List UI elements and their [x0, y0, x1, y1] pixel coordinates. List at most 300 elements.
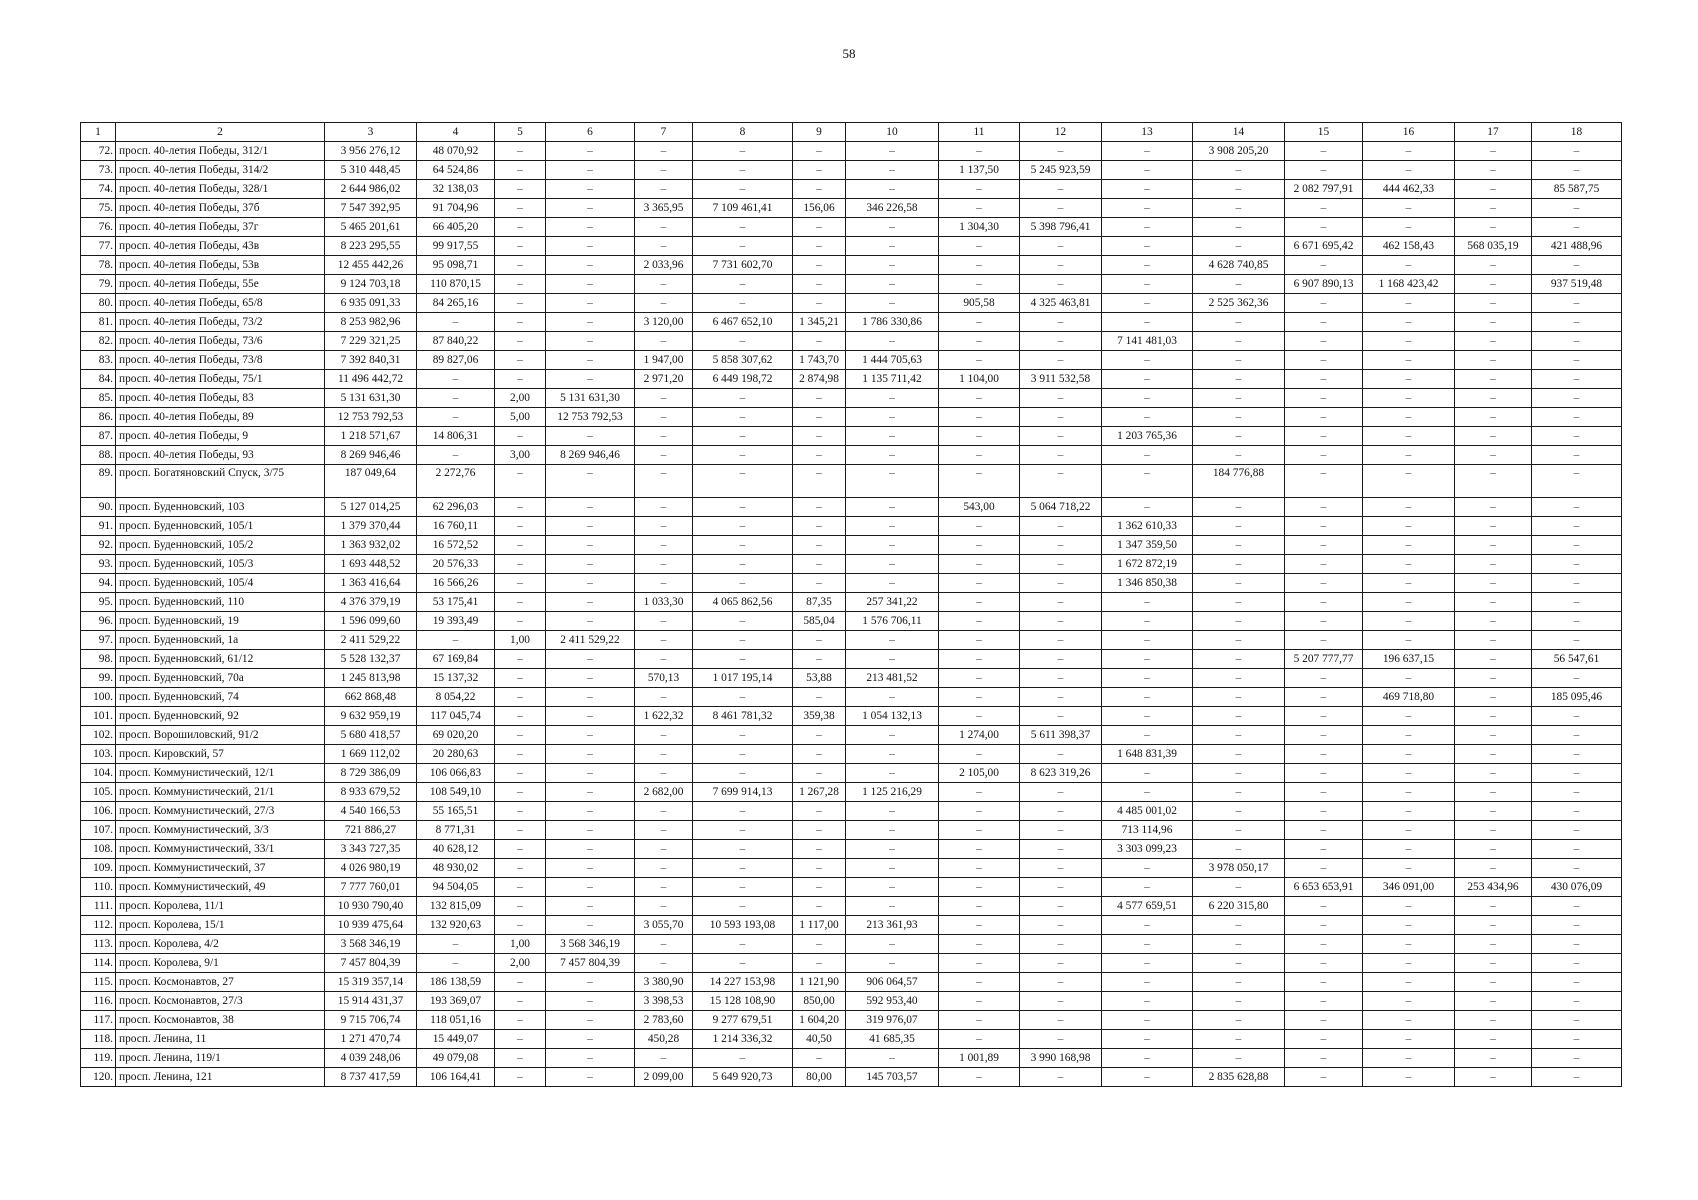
address-cell: просп. Космонавтов, 38 — [116, 1011, 325, 1030]
value-cell-col-18: – — [1532, 161, 1622, 180]
value-cell-col-10: – — [846, 954, 939, 973]
value-cell-col-10: – — [846, 631, 939, 650]
value-cell-col-18: – — [1532, 313, 1622, 332]
value-cell-col-13: – — [1102, 954, 1193, 973]
value-cell-col-16: – — [1363, 218, 1455, 237]
value-cell-col-13: 713 114,96 — [1102, 821, 1193, 840]
value-cell-col-13: – — [1102, 446, 1193, 465]
value-cell-col-8: 6 449 198,72 — [693, 370, 793, 389]
value-cell-col-18: – — [1532, 764, 1622, 783]
value-cell-col-11: – — [939, 954, 1020, 973]
value-cell-col-7: – — [635, 1049, 693, 1068]
value-cell-col-6: – — [546, 218, 635, 237]
value-cell-col-10: – — [846, 294, 939, 313]
value-cell-col-15: – — [1285, 764, 1363, 783]
row-number-cell: 84. — [81, 370, 116, 389]
value-cell-col-5: – — [495, 161, 546, 180]
value-cell-col-17: – — [1455, 555, 1532, 574]
value-cell-col-13: 1 648 831,39 — [1102, 745, 1193, 764]
value-cell-col-4: 95 098,71 — [417, 256, 495, 275]
value-cell-col-14: – — [1193, 878, 1285, 897]
value-cell-col-17: – — [1455, 992, 1532, 1011]
table-row — [81, 859, 1622, 878]
address-cell: просп. 40-летия Победы, 73/6 — [116, 332, 325, 351]
value-cell-col-7: – — [635, 294, 693, 313]
value-cell-col-18: 56 547,61 — [1532, 650, 1622, 669]
value-cell-col-4: – — [417, 954, 495, 973]
value-cell-col-9: – — [793, 935, 846, 954]
column-header-18: 18 — [1532, 123, 1622, 142]
value-cell-col-15: – — [1285, 294, 1363, 313]
value-cell-col-11: – — [939, 256, 1020, 275]
value-cell-col-18: – — [1532, 1049, 1622, 1068]
value-cell-col-4: 16 760,11 — [417, 517, 495, 536]
row-number-cell: 113. — [81, 935, 116, 954]
value-cell-col-3: 8 223 295,55 — [325, 237, 417, 256]
value-cell-col-16: – — [1363, 256, 1455, 275]
value-cell-col-3: 5 131 631,30 — [325, 389, 417, 408]
value-cell-col-12: – — [1020, 180, 1102, 199]
value-cell-col-15: – — [1285, 351, 1363, 370]
value-cell-col-5: 5,00 — [495, 408, 546, 427]
table-row — [81, 389, 1622, 408]
value-cell-col-6: – — [546, 313, 635, 332]
value-cell-col-17: – — [1455, 446, 1532, 465]
table-row — [81, 612, 1622, 631]
value-cell-col-18: – — [1532, 1030, 1622, 1049]
row-number-cell: 86. — [81, 408, 116, 427]
value-cell-col-13: – — [1102, 992, 1193, 1011]
value-cell-col-10: – — [846, 745, 939, 764]
value-cell-col-9: – — [793, 745, 846, 764]
value-cell-col-12: – — [1020, 859, 1102, 878]
value-cell-col-8: – — [693, 180, 793, 199]
value-cell-col-7: – — [635, 878, 693, 897]
value-cell-col-4: – — [417, 408, 495, 427]
value-cell-col-11: – — [939, 1011, 1020, 1030]
value-cell-col-15: – — [1285, 726, 1363, 745]
value-cell-col-16: 346 091,00 — [1363, 878, 1455, 897]
value-cell-col-6: – — [546, 1049, 635, 1068]
value-cell-col-11: – — [939, 840, 1020, 859]
value-cell-col-16: – — [1363, 446, 1455, 465]
value-cell-col-15: – — [1285, 218, 1363, 237]
table-row — [81, 973, 1622, 992]
value-cell-col-15: – — [1285, 707, 1363, 726]
value-cell-col-10: – — [846, 161, 939, 180]
value-cell-col-14: – — [1193, 408, 1285, 427]
value-cell-col-3: 187 049,64 — [325, 465, 417, 498]
value-cell-col-6: – — [546, 1030, 635, 1049]
value-cell-col-13: 3 303 099,23 — [1102, 840, 1193, 859]
value-cell-col-9: – — [793, 256, 846, 275]
value-cell-col-11: 1 104,00 — [939, 370, 1020, 389]
value-cell-col-8: 7 699 914,13 — [693, 783, 793, 802]
value-cell-col-10: – — [846, 142, 939, 161]
value-cell-col-4: 64 524,86 — [417, 161, 495, 180]
value-cell-col-10: 257 341,22 — [846, 593, 939, 612]
value-cell-col-8: – — [693, 517, 793, 536]
value-cell-col-16: – — [1363, 783, 1455, 802]
value-cell-col-7: – — [635, 218, 693, 237]
value-cell-col-9: – — [793, 821, 846, 840]
value-cell-col-14: – — [1193, 726, 1285, 745]
value-cell-col-11: – — [939, 275, 1020, 294]
value-cell-col-11: 2 105,00 — [939, 764, 1020, 783]
value-cell-col-12: – — [1020, 707, 1102, 726]
value-cell-col-3: 1 271 470,74 — [325, 1030, 417, 1049]
value-cell-col-14: 4 628 740,85 — [1193, 256, 1285, 275]
value-cell-col-5: – — [495, 707, 546, 726]
address-cell: просп. 40-летия Победы, 43в — [116, 237, 325, 256]
value-cell-col-12: 5 245 923,59 — [1020, 161, 1102, 180]
value-cell-col-18: – — [1532, 536, 1622, 555]
value-cell-col-6: – — [546, 840, 635, 859]
value-cell-col-4: 132 920,63 — [417, 916, 495, 935]
address-cell: просп. Ворошиловский, 91/2 — [116, 726, 325, 745]
column-header-12: 12 — [1020, 123, 1102, 142]
value-cell-col-14: – — [1193, 536, 1285, 555]
value-cell-col-12: – — [1020, 593, 1102, 612]
value-cell-col-3: 5 465 201,61 — [325, 218, 417, 237]
value-cell-col-18: – — [1532, 199, 1622, 218]
row-number-cell: 102. — [81, 726, 116, 745]
value-cell-col-12: – — [1020, 745, 1102, 764]
value-cell-col-7: – — [635, 650, 693, 669]
value-cell-col-3: 4 540 166,53 — [325, 802, 417, 821]
value-cell-col-10: – — [846, 821, 939, 840]
page-number: 58 — [842, 46, 856, 61]
value-cell-col-10: – — [846, 218, 939, 237]
value-cell-col-6: – — [546, 161, 635, 180]
row-number-cell: 76. — [81, 218, 116, 237]
value-cell-col-9: – — [793, 180, 846, 199]
value-cell-col-18: – — [1532, 631, 1622, 650]
value-cell-col-12: – — [1020, 1030, 1102, 1049]
table-row — [81, 332, 1622, 351]
value-cell-col-11: – — [939, 408, 1020, 427]
value-cell-col-3: 662 868,48 — [325, 688, 417, 707]
value-cell-col-5: – — [495, 916, 546, 935]
value-cell-col-4: 53 175,41 — [417, 593, 495, 612]
value-cell-col-14: – — [1193, 218, 1285, 237]
value-cell-col-12: 5 064 718,22 — [1020, 498, 1102, 517]
value-cell-col-16: – — [1363, 313, 1455, 332]
value-cell-col-16: – — [1363, 142, 1455, 161]
table-row — [81, 669, 1622, 688]
value-cell-col-7: 1 622,32 — [635, 707, 693, 726]
value-cell-col-10: – — [846, 802, 939, 821]
value-cell-col-3: 9 632 959,19 — [325, 707, 417, 726]
row-number-cell: 118. — [81, 1030, 116, 1049]
value-cell-col-8: – — [693, 408, 793, 427]
value-cell-col-5: – — [495, 517, 546, 536]
value-cell-col-3: 1 596 099,60 — [325, 612, 417, 631]
value-cell-col-8: – — [693, 161, 793, 180]
value-cell-col-4: 91 704,96 — [417, 199, 495, 218]
row-number-cell: 83. — [81, 351, 116, 370]
value-cell-col-3: 2 411 529,22 — [325, 631, 417, 650]
value-cell-col-9: 850,00 — [793, 992, 846, 1011]
value-cell-col-8: – — [693, 142, 793, 161]
value-cell-col-11: – — [939, 1068, 1020, 1087]
value-cell-col-15: – — [1285, 427, 1363, 446]
value-cell-col-13: – — [1102, 631, 1193, 650]
value-cell-col-7: – — [635, 498, 693, 517]
row-number-cell: 80. — [81, 294, 116, 313]
value-cell-col-5: – — [495, 821, 546, 840]
value-cell-col-9: 40,50 — [793, 1030, 846, 1049]
value-cell-col-12: – — [1020, 332, 1102, 351]
value-cell-col-8: – — [693, 1049, 793, 1068]
table-row — [81, 313, 1622, 332]
value-cell-col-11: 1 001,89 — [939, 1049, 1020, 1068]
value-cell-col-6: – — [546, 536, 635, 555]
value-cell-col-5: – — [495, 199, 546, 218]
value-cell-col-14: – — [1193, 821, 1285, 840]
table-row — [81, 650, 1622, 669]
row-number-cell: 94. — [81, 574, 116, 593]
value-cell-col-12: – — [1020, 650, 1102, 669]
value-cell-col-7: – — [635, 688, 693, 707]
value-cell-col-12: – — [1020, 1011, 1102, 1030]
value-cell-col-17: 568 035,19 — [1455, 237, 1532, 256]
value-cell-col-5: – — [495, 859, 546, 878]
value-cell-col-3: 7 457 804,39 — [325, 954, 417, 973]
address-cell: просп. Буденновский, 110 — [116, 593, 325, 612]
value-cell-col-15: – — [1285, 555, 1363, 574]
value-cell-col-11: – — [939, 237, 1020, 256]
row-number-cell: 108. — [81, 840, 116, 859]
value-cell-col-4: 55 165,51 — [417, 802, 495, 821]
row-number-cell: 103. — [81, 745, 116, 764]
value-cell-col-6: – — [546, 745, 635, 764]
value-cell-col-12: 8 623 319,26 — [1020, 764, 1102, 783]
value-cell-col-8: – — [693, 275, 793, 294]
row-number-cell: 107. — [81, 821, 116, 840]
value-cell-col-16: – — [1363, 897, 1455, 916]
value-cell-col-16: – — [1363, 465, 1455, 498]
value-cell-col-9: – — [793, 465, 846, 498]
value-cell-col-6: – — [546, 802, 635, 821]
value-cell-col-6: 7 457 804,39 — [546, 954, 635, 973]
value-cell-col-16: – — [1363, 1049, 1455, 1068]
address-cell: просп. 40-летия Победы, 75/1 — [116, 370, 325, 389]
value-cell-col-8: – — [693, 574, 793, 593]
table-row — [81, 840, 1622, 859]
value-cell-col-15: – — [1285, 389, 1363, 408]
value-cell-col-6: 5 131 631,30 — [546, 389, 635, 408]
value-cell-col-18: – — [1532, 840, 1622, 859]
value-cell-col-5: – — [495, 669, 546, 688]
value-cell-col-15: 2 082 797,91 — [1285, 180, 1363, 199]
value-cell-col-7: – — [635, 612, 693, 631]
value-cell-col-6: 8 269 946,46 — [546, 446, 635, 465]
address-cell: просп. Кировский, 57 — [116, 745, 325, 764]
value-cell-col-10: – — [846, 935, 939, 954]
value-cell-col-14: 6 220 315,80 — [1193, 897, 1285, 916]
row-number-cell: 97. — [81, 631, 116, 650]
value-cell-col-3: 15 319 357,14 — [325, 973, 417, 992]
value-cell-col-4: 8 771,31 — [417, 821, 495, 840]
value-cell-col-14: – — [1193, 370, 1285, 389]
row-number-cell: 90. — [81, 498, 116, 517]
value-cell-col-12: – — [1020, 935, 1102, 954]
value-cell-col-17: – — [1455, 536, 1532, 555]
value-cell-col-4: 117 045,74 — [417, 707, 495, 726]
value-cell-col-3: 15 914 431,37 — [325, 992, 417, 1011]
row-number-cell: 120. — [81, 1068, 116, 1087]
table-row — [81, 935, 1622, 954]
value-cell-col-4: 2 272,76 — [417, 465, 495, 498]
value-cell-col-3: 11 496 442,72 — [325, 370, 417, 389]
value-cell-col-8: 10 593 193,08 — [693, 916, 793, 935]
value-cell-col-7: – — [635, 517, 693, 536]
value-cell-col-9: – — [793, 446, 846, 465]
value-cell-col-8: – — [693, 802, 793, 821]
row-number-cell: 116. — [81, 992, 116, 1011]
value-cell-col-16: – — [1363, 764, 1455, 783]
value-cell-col-7: – — [635, 726, 693, 745]
value-cell-col-8: 1 214 336,32 — [693, 1030, 793, 1049]
value-cell-col-7: 570,13 — [635, 669, 693, 688]
value-cell-col-14: – — [1193, 916, 1285, 935]
address-cell: просп. 40-летия Победы, 53в — [116, 256, 325, 275]
value-cell-col-15: – — [1285, 954, 1363, 973]
value-cell-col-14: – — [1193, 161, 1285, 180]
value-cell-col-13: – — [1102, 237, 1193, 256]
row-number-cell: 88. — [81, 446, 116, 465]
value-cell-col-9: – — [793, 294, 846, 313]
value-cell-col-3: 5 528 132,37 — [325, 650, 417, 669]
table-row — [81, 351, 1622, 370]
address-cell: просп. 40-летия Победы, 312/1 — [116, 142, 325, 161]
value-cell-col-9: – — [793, 631, 846, 650]
value-cell-col-14: – — [1193, 498, 1285, 517]
value-cell-col-14: – — [1193, 1049, 1285, 1068]
value-cell-col-9: – — [793, 726, 846, 745]
value-cell-col-4: 110 870,15 — [417, 275, 495, 294]
value-cell-col-5: – — [495, 593, 546, 612]
value-cell-col-7: – — [635, 935, 693, 954]
value-cell-col-4: 132 815,09 — [417, 897, 495, 916]
value-cell-col-6: – — [546, 783, 635, 802]
value-cell-col-7: – — [635, 897, 693, 916]
value-cell-col-16: – — [1363, 593, 1455, 612]
value-cell-col-15: – — [1285, 802, 1363, 821]
value-cell-col-14: 3 908 205,20 — [1193, 142, 1285, 161]
row-number-cell: 111. — [81, 897, 116, 916]
value-cell-col-10: – — [846, 574, 939, 593]
value-cell-col-16: – — [1363, 612, 1455, 631]
value-cell-col-10: 41 685,35 — [846, 1030, 939, 1049]
value-cell-col-6: – — [546, 821, 635, 840]
value-cell-col-13: – — [1102, 465, 1193, 498]
value-cell-col-14: – — [1193, 954, 1285, 973]
value-cell-col-17: – — [1455, 161, 1532, 180]
value-cell-col-15: – — [1285, 256, 1363, 275]
value-cell-col-13: – — [1102, 593, 1193, 612]
value-cell-col-6: – — [546, 256, 635, 275]
value-cell-col-16: – — [1363, 707, 1455, 726]
table-row — [81, 916, 1622, 935]
value-cell-col-6: – — [546, 180, 635, 199]
value-cell-col-6: – — [546, 650, 635, 669]
value-cell-col-8: 4 065 862,56 — [693, 593, 793, 612]
address-cell: просп. 40-летия Победы, 9 — [116, 427, 325, 446]
value-cell-col-13: – — [1102, 688, 1193, 707]
value-cell-col-12: – — [1020, 142, 1102, 161]
value-cell-col-8: – — [693, 688, 793, 707]
value-cell-col-18: – — [1532, 593, 1622, 612]
value-cell-col-11: – — [939, 745, 1020, 764]
value-cell-col-13: – — [1102, 351, 1193, 370]
column-header-2: 2 — [116, 123, 325, 142]
value-cell-col-8: – — [693, 536, 793, 555]
value-cell-col-18: – — [1532, 859, 1622, 878]
row-number-cell: 96. — [81, 612, 116, 631]
value-cell-col-9: – — [793, 517, 846, 536]
value-cell-col-13: – — [1102, 1011, 1193, 1030]
value-cell-col-9: – — [793, 878, 846, 897]
value-cell-col-17: – — [1455, 370, 1532, 389]
value-cell-col-8: 7 731 602,70 — [693, 256, 793, 275]
value-cell-col-12: – — [1020, 351, 1102, 370]
address-cell: просп. Коммунистический, 33/1 — [116, 840, 325, 859]
value-cell-col-6: – — [546, 574, 635, 593]
value-cell-col-14: – — [1193, 612, 1285, 631]
value-cell-col-4: 19 393,49 — [417, 612, 495, 631]
column-header-11: 11 — [939, 123, 1020, 142]
value-cell-col-17: – — [1455, 726, 1532, 745]
column-header-10: 10 — [846, 123, 939, 142]
value-cell-col-18: – — [1532, 142, 1622, 161]
address-cell: просп. Буденновский, 61/12 — [116, 650, 325, 669]
value-cell-col-4: – — [417, 313, 495, 332]
value-cell-col-17: – — [1455, 498, 1532, 517]
value-cell-col-3: 1 669 112,02 — [325, 745, 417, 764]
value-cell-col-9: – — [793, 161, 846, 180]
table-row — [81, 555, 1622, 574]
table-body — [81, 142, 1622, 1087]
value-cell-col-6: – — [546, 764, 635, 783]
value-cell-col-15: – — [1285, 593, 1363, 612]
value-cell-col-3: 12 753 792,53 — [325, 408, 417, 427]
value-cell-col-10: – — [846, 555, 939, 574]
row-number-cell: 110. — [81, 878, 116, 897]
address-cell: просп. Коммунистический, 49 — [116, 878, 325, 897]
row-number-cell: 106. — [81, 802, 116, 821]
value-cell-col-16: – — [1363, 408, 1455, 427]
value-cell-col-14: 2 525 362,36 — [1193, 294, 1285, 313]
value-cell-col-3: 8 253 982,96 — [325, 313, 417, 332]
value-cell-col-6: – — [546, 465, 635, 498]
value-cell-col-13: – — [1102, 256, 1193, 275]
value-cell-col-18: – — [1532, 973, 1622, 992]
address-cell: просп. 40-летия Победы, 37г — [116, 218, 325, 237]
value-cell-col-13: – — [1102, 498, 1193, 517]
value-cell-col-17: – — [1455, 180, 1532, 199]
table-row — [81, 1011, 1622, 1030]
value-cell-col-17: – — [1455, 465, 1532, 498]
value-cell-col-3: 4 039 248,06 — [325, 1049, 417, 1068]
value-cell-col-5: – — [495, 313, 546, 332]
value-cell-col-7: 2 033,96 — [635, 256, 693, 275]
address-cell: просп. 40-летия Победы, 328/1 — [116, 180, 325, 199]
value-cell-col-3: 2 644 986,02 — [325, 180, 417, 199]
value-cell-col-18: – — [1532, 916, 1622, 935]
value-cell-col-16: 444 462,33 — [1363, 180, 1455, 199]
